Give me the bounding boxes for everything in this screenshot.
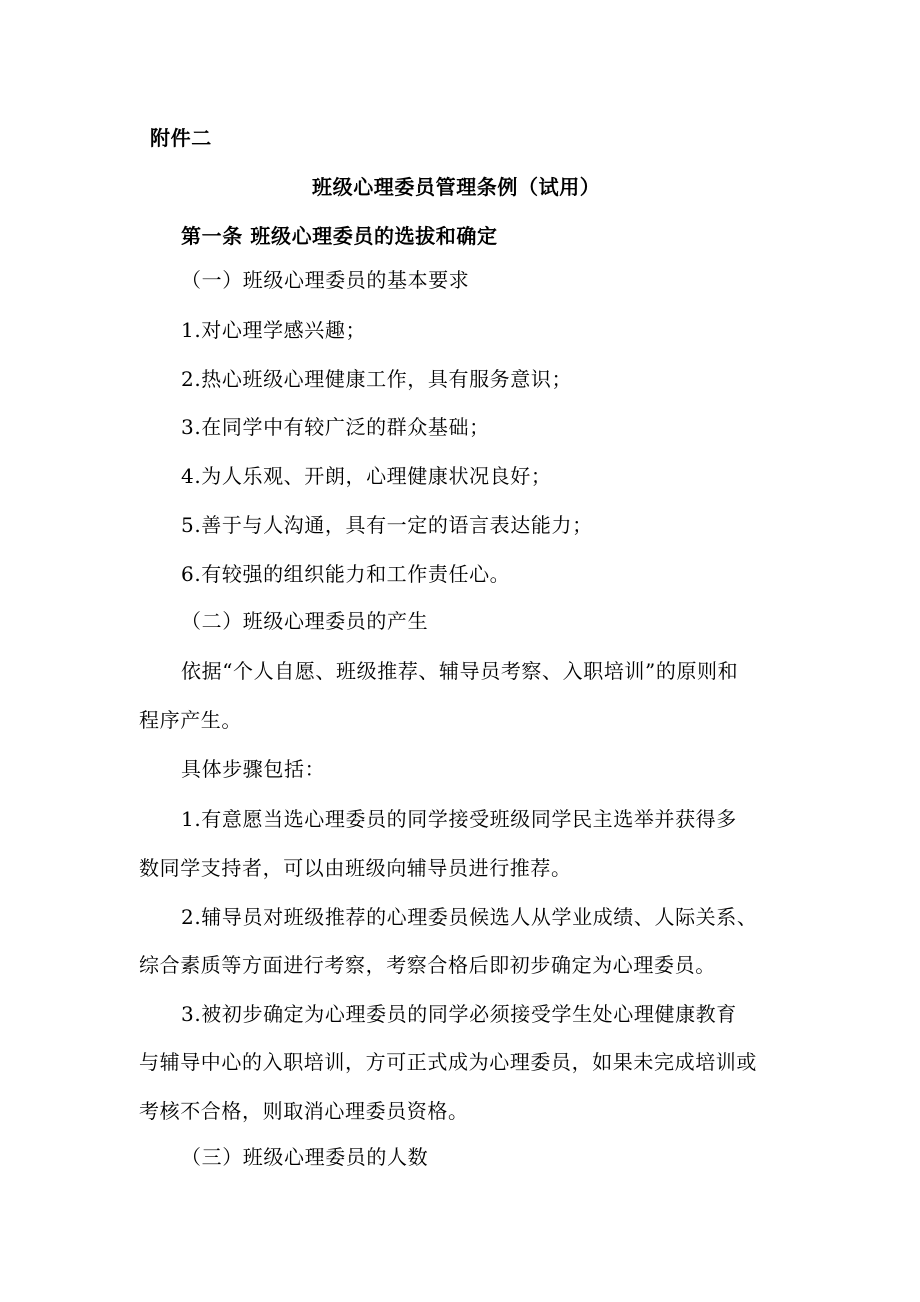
- paragraph-line: 具体步骤包括：: [181, 757, 326, 781]
- step-line: 与辅导中心的入职培训，方可正式成为心理委员，如果未完成培训或: [139, 1050, 757, 1074]
- requirement-item: 3.在同学中有较广泛的群众基础；: [181, 415, 490, 439]
- step-line: 考核不合格，则取消心理委员资格。: [139, 1099, 469, 1123]
- requirement-item: 2.热心班级心理健康工作，具有服务意识；: [181, 367, 573, 391]
- step-line: 数同学支持者，可以由班级向辅导员进行推荐。: [139, 856, 572, 880]
- section-heading: （二）班级心理委员的产生: [181, 609, 429, 633]
- section-heading: （三）班级心理委员的人数: [181, 1145, 429, 1169]
- requirement-item: 1.对心理学感兴趣；: [181, 318, 367, 342]
- requirement-item: 4.为人乐观、开朗，心理健康状况良好；: [181, 464, 552, 488]
- step-line: 1.有意愿当选心理委员的同学接受班级同学民主选举并获得多: [181, 807, 737, 831]
- article-heading: 第一条 班级心理委员的选拔和确定: [181, 224, 498, 248]
- paragraph-line: 依据“个人自愿、班级推荐、辅导员考察、入职培训”的原则和: [181, 659, 739, 683]
- paragraph-line: 程序产生。: [139, 708, 242, 732]
- attachment-label: 附件二: [150, 126, 212, 150]
- step-line: 综合素质等方面进行考察，考察合格后即初步确定为心理委员。: [139, 953, 716, 977]
- step-line: 2.辅导员对班级推荐的心理委员候选人从学业成绩、人际关系、: [181, 905, 758, 929]
- step-line: 3.被初步确定为心理委员的同学必须接受学生处心理健康教育: [181, 1002, 737, 1026]
- section-heading: （一）班级心理委员的基本要求: [181, 268, 470, 292]
- document-title: 班级心理委员管理条例（试用）: [312, 175, 601, 199]
- requirement-item: 6.有较强的组织能力和工作责任心。: [181, 562, 511, 586]
- requirement-item: 5.善于与人沟通，具有一定的语言表达能力；: [181, 513, 593, 537]
